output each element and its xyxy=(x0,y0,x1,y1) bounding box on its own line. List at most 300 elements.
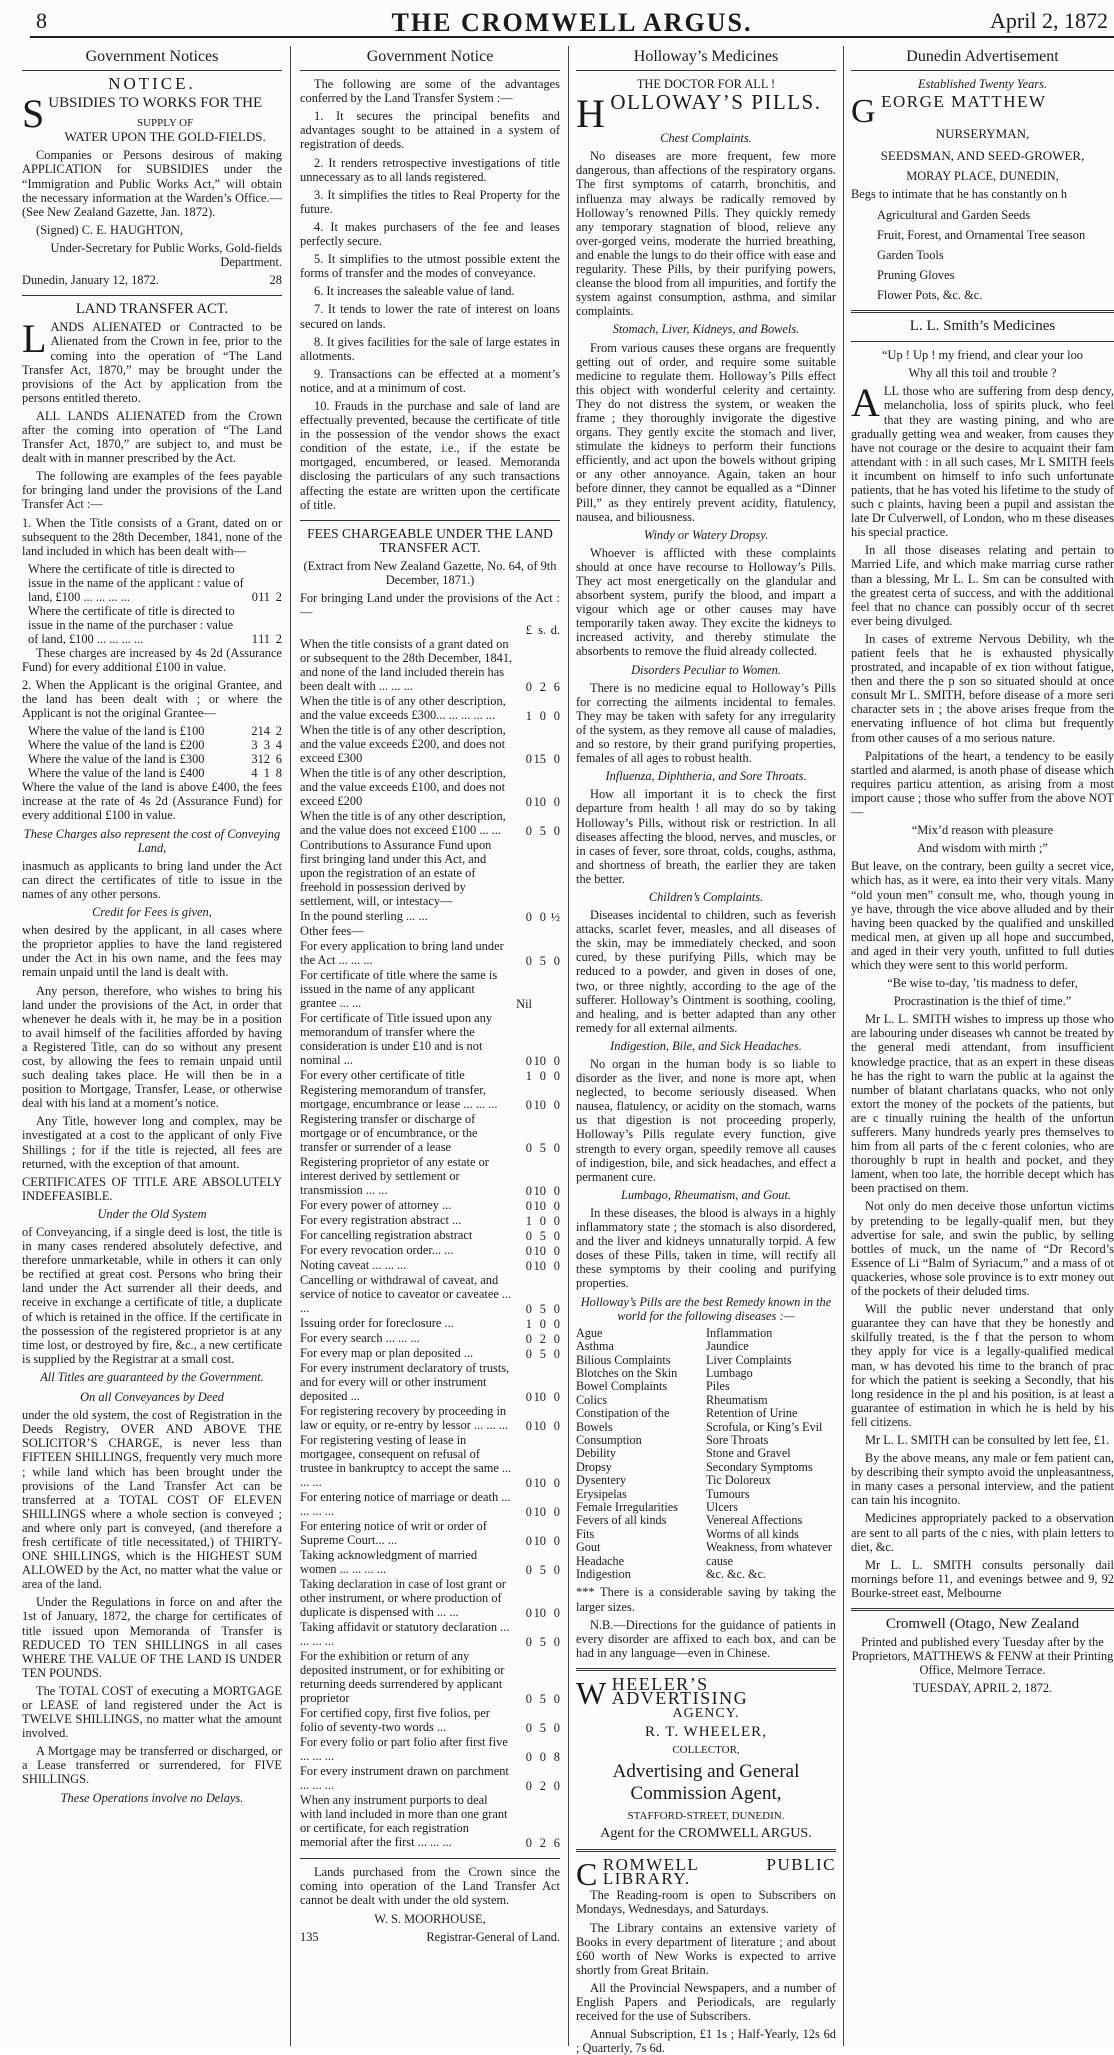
fee-pence: 0 xyxy=(553,1199,560,1214)
paragraph: The following are some of the advantages conferred by the Land Transfer System :— xyxy=(300,77,560,106)
fee-row xyxy=(300,1620,560,1649)
fee-pounds: 0 xyxy=(525,1259,532,1274)
fee-pounds: 3 xyxy=(251,752,258,767)
fee-row-label: Where the certificate of title is directed to issue in the name of the purchaser : value of land, £100 ... ... ... ... xyxy=(28,603,235,646)
fee-shillings: 10 xyxy=(533,1505,546,1520)
fee-row-label: Registering proprietor of any estate or interest derived by settlement or transmission ... ... xyxy=(300,1155,489,1198)
quote: “Up ! Up ! my friend, and clear your loo xyxy=(882,348,1083,363)
paragraph: The following are examples of the fees payable for bringing land under the provisions of the Land Transfer Act :— xyxy=(22,469,282,512)
holloway-sections xyxy=(576,131,836,1290)
masthead xyxy=(30,6,1114,38)
disease-item: Indigestion xyxy=(576,1567,631,1581)
fee-pounds: 2 xyxy=(251,724,258,739)
italic-heading: Credit for Fees is given, xyxy=(92,905,212,920)
disease-item: Headache xyxy=(576,1553,625,1568)
column-header: Holloway’s Medicines xyxy=(576,46,836,71)
disease-item: Colics xyxy=(576,1392,608,1407)
paragraph: Mr L. L. SMITH can be consulted by lett fee, £1. xyxy=(865,1432,1110,1447)
notice-number: 135 xyxy=(300,1929,319,1944)
fee-shillings: 10 xyxy=(533,1098,546,1113)
stock-list xyxy=(851,208,1114,302)
paragraph: LL those who are suffering from desp dency, melancholia, loss of spirits pluck, who feel that they are wasting pining, and who are gradually getting wea and weaker, from causes they have not courage or the desire to acquaint their fam attendant with : in all such cases, Mr L SMITH feels it incumbent on himself to info such unfortunate patients, that he has voted his lifetime to the study of such c plaints, having been a pupil and assistan the late Dr Culverwell, of London, who m these diseases his special practice. xyxy=(851,384,1114,540)
paragraph: These charges are increased by 4s 2d (Assurance Fund) for every additional £100 in value. xyxy=(22,645,282,674)
ad-title: OLLOWAY’S PILLS. xyxy=(610,90,822,115)
fee-pence: 0 xyxy=(553,752,560,767)
fee-row-label: Where the value of the land is £100 xyxy=(28,724,205,739)
paragraph: Mr L. L. SMITH wishes to impress up those who are labouring under diseases wh cannot be treated by the general medi attendant, from insufficient knowledge practice, that as an expert in these diseas he has the right to warn the public at la against the number of blatant charlatans quacks, who not only extort the money of the pockets of the patients, but are c tinually ruining the health of the unfortun sufferers. Many hundreds yearly pres themselves to him from all parts of the c ferent colonies, who are thoroughly b rupt in health and pocket, and they lament, when too late, the horrible decept which has been practised on them. xyxy=(851,1012,1114,1196)
italic-heading: All Titles are guaranteed by the Government. xyxy=(40,1369,264,1384)
fee-row-label: For every instrument declaratory of trusts, and for every will or other instrument deposited ... xyxy=(300,1361,510,1404)
fee-pence: 0 xyxy=(553,1476,560,1491)
ad-address: MORAY PLACE, DUNEDIN, xyxy=(906,169,1059,184)
divider xyxy=(300,520,560,521)
paragraph: But leave, on the contrary, been guilty a secret vice, which has, as it were, ea into their very vitals. Many “old youn men” consult me, who, though young in ye have, through the vice above alluded and by their having been quacked by the qualified and unskilled medical men, at given up all hope and succumbed, and aged in their very youth, unfitted to full duties which they were sent to this world perform. xyxy=(851,859,1114,972)
fee-row-label: When the title is of any other description, and the value exceeds £100, and does not exceed £200 xyxy=(300,766,506,809)
ad-role: NURSERYMAN, xyxy=(935,126,1030,142)
fee-shillings: 10 xyxy=(533,795,546,810)
fee-pounds: Nil xyxy=(516,997,532,1012)
fee-shillings: 11 xyxy=(258,631,270,646)
advantage-item: 1. It secures the principal benefits and advantages sought to be attained in a system of registration of deeds. xyxy=(300,109,560,152)
fee-shillings: 0 xyxy=(539,1214,546,1229)
column-rule xyxy=(843,46,844,2046)
section-heading: Indigestion, Bile, and Sick Headaches. xyxy=(610,1038,802,1053)
advantage-item: 10. Frauds in the purchase and sale of land are effectually prevented, because the certificate of title in the possession of the vendor shows the exact condition of the estate, i.e., if the estate be mortgaged, encumbered, or leased. Memoranda disclosing the particulars of any such transactions affecting the estate are written upon the certificate of title. xyxy=(300,398,560,512)
fee-row-label: For every map or plan deposited ... xyxy=(300,1346,474,1361)
fee-row xyxy=(22,766,282,780)
fee-pence: 0 xyxy=(553,1534,560,1549)
library-ad xyxy=(576,1855,836,2055)
fee-row xyxy=(300,1198,560,1213)
fee-row-label: For registering vesting of lease in mortgagee, consequent on refusal of trustee in bankruptcy to accept the same ... ... ... xyxy=(300,1433,512,1490)
fee-row xyxy=(300,766,560,809)
fee-pence: 0 xyxy=(553,795,560,810)
disease-item: Piles xyxy=(706,1379,730,1394)
disease-item: Constipation of the Bowels xyxy=(576,1406,670,1434)
fee-pounds: 0 xyxy=(525,1779,532,1794)
fee-row xyxy=(300,939,560,968)
fee-row-label: Where the value of the land is £300 xyxy=(28,752,205,767)
paragraph: Not only do men deceive those unfortun victims by pretending to be legally-qualif men, but they advertise for sale, and swin the public, by selling bottles of muck, un the name of “Dr Record’s Essence of Li “Balm of Syriacum,” and a mass of ot quackeries, whose sole province is to extr money out of the pockets of their deluded tims. xyxy=(851,1199,1114,1299)
divider xyxy=(851,341,1114,342)
fee-pounds: 0 xyxy=(525,1054,532,1069)
fee-shillings xyxy=(532,968,546,1011)
fee-row-label: For entering notice of marriage or death ... ... ... ... xyxy=(300,1490,511,1519)
fee-shillings: 2 xyxy=(539,1332,546,1347)
fee-pence xyxy=(546,968,560,1011)
notice-title: LAND TRANSFER ACT. xyxy=(75,301,229,318)
fee-pence: 6 xyxy=(275,752,282,767)
fee-shillings: 5 xyxy=(539,1721,546,1736)
disease-item: Gout xyxy=(576,1540,601,1555)
disease-item: Rheumatism xyxy=(706,1392,768,1407)
fee-example: 1. When the Title consists of a Grant, dated on or subsequent to the 28th December, 1841, none of the land included in which has been dealt with— xyxy=(22,515,282,558)
italic-heading: On all Conveyances by Deed xyxy=(80,1390,224,1405)
fee-row xyxy=(300,1316,560,1331)
ad-name: EORGE MATTHEW xyxy=(881,92,1047,112)
paragraph: Any person, therefore, who wishes to bring his land under the provisions of the Act, in order that whenever he deals with it, he may be in a position to avail himself of the facilities afforded by having a Registered Title, can do so without any present cost, by allowing the fees to remain unpaid until such dealing takes place. He will then be in a position to Mortgage, Transfer, Lease, or otherwise deal with his land at a moment’s notice. xyxy=(22,983,282,1111)
fee-row xyxy=(300,1735,560,1764)
fee-pence xyxy=(546,924,560,939)
fee-pence: 0 xyxy=(553,1229,560,1244)
fee-row-label: Noting caveat ... ... ... xyxy=(300,1258,407,1273)
ad-kicker: Established Twenty Years. xyxy=(917,77,1048,92)
disease-item: Stone and Gravel xyxy=(706,1446,791,1461)
fee-pounds xyxy=(516,838,532,909)
fee-shillings: 10 xyxy=(533,1199,546,1214)
column-government-notices xyxy=(22,46,282,2046)
fee-pence: 8 xyxy=(553,1750,560,1765)
imprint-date: TUESDAY, APRIL 2, 1872. xyxy=(912,1681,1053,1696)
column-holloways-medicines xyxy=(576,46,836,2055)
fee-row-label: For certificate of Title issued upon any memorandum of transfer where the consideration is under £10 and is not nominal ... xyxy=(300,1011,493,1068)
fee-row xyxy=(300,968,560,1011)
fee-row xyxy=(300,1649,560,1706)
fee-row-label: When the title is of any other description, and the value exceeds £200, and does not exceed £300 xyxy=(300,723,506,766)
fee-pence: 0 xyxy=(553,1692,560,1707)
disease-item: Dysentery xyxy=(576,1473,627,1488)
fee-row-label: For cancelling registration abstract xyxy=(300,1228,473,1243)
fee-row-label: For every search ... ... ... xyxy=(300,1331,420,1346)
fee-row-label: For entering notice of writ or order of Supreme Court... ... xyxy=(300,1519,487,1548)
fee-row xyxy=(300,1068,560,1083)
fee-row-label: For every power of attorney ... xyxy=(300,1198,452,1213)
diseases-table xyxy=(576,1327,836,1582)
fee-shillings: 0 xyxy=(539,709,546,724)
advantages-list xyxy=(300,109,560,511)
signature-title: Under-Secretary for Public Works, Gold-fields Department. xyxy=(50,240,282,270)
disease-item: Weakness, from whatever cause xyxy=(706,1540,832,1568)
fee-shillings: 0 xyxy=(539,1750,546,1765)
fee-pence: 0 xyxy=(553,1214,560,1229)
divider xyxy=(576,1849,836,1852)
fee-pence: 0 xyxy=(553,1505,560,1520)
fee-row xyxy=(300,1404,560,1433)
fee-row-label: Where the value of the land is £400 xyxy=(28,766,205,781)
fee-pence: 8 xyxy=(275,766,282,781)
paragraph: Annual Subscription, £1 1s ; Half-Yearly, 12s 6d ; Quarterly, 7s 6d. xyxy=(576,2027,836,2055)
col-pence: d. xyxy=(550,623,560,638)
fee-pence: 0 xyxy=(553,1390,560,1405)
fee-row-label: When the title consists of a grant dated on or subsequent to the 28th December, 1841, and none of the land included therein has been dealt with ... ... ... xyxy=(300,637,513,694)
fee-row xyxy=(300,1331,560,1346)
fee-row xyxy=(300,1346,560,1361)
section-heading: Stomach, Liver, Kidneys, and Bowels. xyxy=(612,322,800,337)
drop-cap: H xyxy=(576,91,607,137)
fee-shillings: 2 xyxy=(539,1836,546,1851)
column-header: Government Notices xyxy=(22,46,282,71)
note: *** There is a considerable saving by taking the larger sizes. xyxy=(576,1585,836,1614)
ad-title: ROMWELL PUBLIC LIBRARY. xyxy=(602,1855,836,1889)
fee-pence: 6 xyxy=(553,1836,560,1851)
paragraph: Mr L. L. SMITH consults personally dail mornings before 11, and evenings betwee and 9, 92 Bourke-street east, Melbourne xyxy=(851,1557,1114,1600)
fee-pounds: 4 xyxy=(251,766,258,781)
fee-shillings: 10 xyxy=(533,1259,546,1274)
paragraph: ALL LANDS ALIENATED from the Crown after the coming into operation of “The Land Transfer Act, 1870,” are subject to, and must be dealt with in manner prescribed by the Act. xyxy=(22,408,282,466)
fee-pounds: 3 xyxy=(251,738,258,753)
fee-row-label: For every instrument drawn on parchment ... ... ... xyxy=(300,1764,509,1793)
fee-pounds: 0 xyxy=(525,1750,532,1765)
fee-row xyxy=(300,1112,560,1155)
fee-pence: 0 xyxy=(553,1259,560,1274)
fees-table xyxy=(300,623,560,1850)
fee-pounds: 0 xyxy=(525,1476,532,1491)
fee-shillings: 5 xyxy=(539,1141,546,1156)
fee-row xyxy=(300,838,560,909)
fee-pence: 0 xyxy=(553,1721,560,1736)
fee-row-label: Other fees— xyxy=(300,924,364,939)
fee-row-label: Contributions to Assurance Fund upon first bringing land under this Act, and upon the registration of an estate of freehold in possession derived by settlement, will, or intestacy— xyxy=(300,838,492,909)
paragraph: Begs to intimate that he has constantly on h xyxy=(851,187,1068,202)
disease-item: Ague xyxy=(576,1325,603,1340)
fee-shillings: 2 xyxy=(539,680,546,695)
notice-subtitle: WATER UPON THE GOLD-FIELDS. xyxy=(64,129,266,145)
section-heading: Chest Complaints. xyxy=(660,131,752,146)
fee-row-label: Where the certificate of title is directed to issue in the name of the applicant : value of land, £100 ... ... ... ... xyxy=(28,561,244,604)
disease-item: Consumption xyxy=(576,1432,642,1447)
disease-item: Sore Throats xyxy=(706,1432,769,1447)
fee-row xyxy=(300,1213,560,1228)
divider xyxy=(851,1608,1114,1611)
fee-table xyxy=(22,724,282,780)
fee-shillings: 5 xyxy=(539,1692,546,1707)
fee-pence: 0 xyxy=(553,824,560,839)
paragraph: The Reading-room is open to Subscribers on Mondays, Wednesdays, and Saturdays. xyxy=(576,1888,836,1917)
fee-pounds: 0 xyxy=(525,1692,532,1707)
paragraph: Will the public never understand that only guarantee they can have that they be honestly and skilfully treated, is the f that the person to whom they apply for vice is a legally-qualified medical man, w has devoted his time to the branch of prac for which the patient is seeking a Secondly, that his long residence in the pl and his position, is at least a guarantee of estimation in which he is held by his fell citizens. xyxy=(851,1302,1114,1429)
paragraph: In all those diseases relating and pertain to Married Life, and which make marriag curse rather than a blessing, Mr L. L. Sm can be consulted with the greatest certa of success, and with the additional feel that no chance can possibly occur of th secret ever being divulged. xyxy=(851,543,1114,628)
section-heading: Children’s Complaints. xyxy=(648,889,764,904)
disease-item: Liver Complaints xyxy=(706,1352,792,1367)
fee-pounds: 0 xyxy=(525,1563,532,1578)
fee-row-label: Registering memorandum of transfer, mortgage, encumbrance or lease ... ... ... xyxy=(300,1083,498,1112)
divider xyxy=(851,310,1114,313)
fee-shillings: 2 xyxy=(539,1779,546,1794)
paragraph: Medicines appropriately packed to a observation are sent to all parts of the c nies, with plain letters to diet, &c. xyxy=(851,1511,1114,1554)
fee-pounds: 0 xyxy=(525,1347,532,1362)
ad-role: SEEDSMAN, AND SEED-GROWER, xyxy=(880,148,1085,164)
fee-row xyxy=(300,637,560,694)
fee-shillings: 10 xyxy=(533,1476,546,1491)
fee-row xyxy=(300,1228,560,1243)
drop-cap: W xyxy=(576,1674,608,1711)
signature-title: Registrar-General of Land. xyxy=(426,1929,560,1944)
fee-row-label: Registering transfer or discharge of mortgage or of encumbrance, or the transfer or surrender of a lease xyxy=(300,1112,478,1155)
fee-pounds: 0 xyxy=(525,752,532,767)
fee-pence: 0 xyxy=(553,1332,560,1347)
disease-item: Worms of all kinds xyxy=(706,1526,799,1541)
drop-cap: G xyxy=(851,93,878,131)
fee-row xyxy=(300,1258,560,1273)
fee-row-label: Where the value of the land is £200 xyxy=(28,738,205,753)
advantage-item: 4. It makes purchasers of the fee and leases perfectly secure. xyxy=(300,219,560,249)
disease-item: &c. &c. &c. xyxy=(706,1567,766,1581)
fee-row-label: Taking affidavit or statutory declaration ... ... ... ... xyxy=(300,1620,510,1649)
fee-pence: 0 xyxy=(553,1302,560,1317)
fee-pounds: 0 xyxy=(525,1098,532,1113)
fee-row-label: In the pound sterling ... ... xyxy=(300,909,428,924)
issue-date: April 2, 1872 xyxy=(990,8,1108,33)
paragraph: of Conveyancing, if a single deed is lost, the title is in many cases rendered absolutely defective, and therefore unmarketable, while in others it can only be rectified at great cost. Persons who bring their land under the Act surrender all their deeds, and receive in exchange a certificate of title, a duplicate of which is retained in the office. If the certificate in the possession of the registered proprietor is at any time lost, or destroyed by fire, &c., a new certificate is supplied by the Registrar at a small cost. xyxy=(22,1225,282,1366)
fee-shillings: 5 xyxy=(539,1302,546,1317)
fee-pounds: 0 xyxy=(525,680,532,695)
section-body: No diseases are more frequent, few more dangerous, than affections of the respiratory organs. The first symptoms of catarrh, bronchitis, and influenza may always be radically removed by Holloway’s renowned Pills. They quickly remedy any temporary stagnation of blood, relieve any over-gorged veins, moderate the hurried breathing, and enable the lungs to do their office with ease and regularity. These Pills, by their purifying powers, cleanse the blood from all impurities, and fortify the system against consumption, asthma, and similar complaints. xyxy=(576,149,836,319)
advantage-item: 2. It renders retrospective investigations of title unnecessary as to all lands registered. xyxy=(300,155,560,184)
disease-item: Asthma xyxy=(576,1339,614,1354)
section-body: No organ in the human body is so liable to disorder as the liver, and none is more apt, when neglected, to become seriously diseased. When nausea, flatulency, or acidity on the stomach, warns us that digestion is not proceeding properly, Holloway’s Pills regulate every function, give strength to every organ, speedily remove all causes of indigestion, bile, and sick headaches, and effect a permanent cure. xyxy=(576,1057,836,1184)
subsidies-notice xyxy=(22,91,282,288)
fee-pence: 0 xyxy=(553,1779,560,1794)
fee-row xyxy=(300,1519,560,1548)
ad-address: STAFFORD-STREET, DUNEDIN. xyxy=(627,1810,785,1823)
section-heading: Windy or Watery Dropsy. xyxy=(643,527,769,542)
fee-shillings: 5 xyxy=(539,1229,546,1244)
disease-item: Lumbago xyxy=(706,1365,753,1380)
smith-ad xyxy=(851,319,1114,1600)
divider xyxy=(300,1858,560,1859)
column-government-notice xyxy=(300,46,560,2046)
fee-pounds: 0 xyxy=(525,1836,532,1851)
paragraph: ANDS ALIENATED or Contracted to be Alienated from the Crown in fee, prior to the coming into the operation of “The Land Transfer Act, 1870,” may be brought under the provisions of the Act by application from the persons entitled thereto. xyxy=(22,320,282,405)
disease-item: Blotches on the Skin xyxy=(576,1365,678,1380)
disease-item: Ulcers xyxy=(706,1499,738,1514)
fee-shillings: 12 xyxy=(257,752,270,767)
fee-row xyxy=(300,1577,560,1620)
ad-agent: Agent for the CROMWELL ARGUS. xyxy=(600,1826,812,1842)
advantage-item: 6. It increases the saleable value of land. xyxy=(314,284,515,299)
disease-item: Retention of Urine xyxy=(706,1406,798,1421)
fee-pounds: 0 xyxy=(525,954,532,969)
fee-pence: 0 xyxy=(553,1347,560,1362)
disease-item: Female Irregularities xyxy=(576,1499,678,1514)
fee-row-label: When any instrument purports to deal with land included in more than one grant or certificate, for each registration memorial after the first ... ... ... xyxy=(300,1793,508,1850)
column-rule xyxy=(568,46,569,2046)
note: N.B.—Directions for the guidance of patients in every disorder are affixed to each box, and can be had in any language—even in Chinese. xyxy=(576,1617,836,1660)
page-number: 8 xyxy=(36,8,47,33)
disease-item: Erysipelas xyxy=(576,1486,627,1501)
italic-heading: Under the Old System xyxy=(97,1206,207,1221)
fee-shillings: 10 xyxy=(533,1606,546,1621)
fee-shillings xyxy=(532,838,546,909)
divider xyxy=(576,1668,836,1671)
fee-shillings: 0 xyxy=(539,1069,546,1084)
fee-pence: 0 xyxy=(553,1141,560,1156)
wheeler-ad xyxy=(576,1673,836,1842)
divider xyxy=(22,295,282,296)
column-header: Government Notice xyxy=(300,46,560,71)
fee-row xyxy=(300,1155,560,1198)
fee-pence: 0 xyxy=(553,1184,560,1199)
fee-row xyxy=(300,1361,560,1404)
fee-shillings: 10 xyxy=(533,1244,546,1259)
fee-pounds: 0 xyxy=(525,1505,532,1520)
fee-row-label: For every registration abstract ... xyxy=(300,1213,462,1228)
fee-shillings: 14 xyxy=(257,724,270,739)
disease-item: Venereal Affections xyxy=(706,1513,803,1528)
fee-row xyxy=(300,1548,560,1577)
advantage-item: 9. Transactions can be effected at a moment’s notice, and at a minimum of cost. xyxy=(300,366,560,395)
fee-pence: 0 xyxy=(553,1054,560,1069)
land-transfer-notice xyxy=(22,302,282,1804)
fee-row xyxy=(300,1433,560,1490)
fee-row-label: When the title is of any other description, and the value does not exceed £100 ... ... xyxy=(300,809,506,838)
fee-pence: 4 xyxy=(275,738,282,753)
fee-pounds: 0 xyxy=(525,1184,532,1199)
paragraph: Lands purchased from the Crown since the coming into operation of the Land Transfer Act cannot be dealt with under the old system. xyxy=(300,1865,560,1908)
paragraph: Palpitations of the heart, a tendency to be easily startled and alarmed, is anoth phase of disease which requires particu attention, as arising from a most import cause ; those who suffer from the above NOT— xyxy=(851,748,1114,820)
fee-shillings: 10 xyxy=(533,1390,546,1405)
disease-item: Dropsy xyxy=(576,1459,612,1474)
fee-row xyxy=(300,924,560,939)
fee-row xyxy=(300,1764,560,1793)
signature: (Signed) C. E. HAUGHTON, xyxy=(36,222,184,237)
fee-pence: 0 xyxy=(553,1635,560,1650)
fee-shillings: 10 xyxy=(533,1054,546,1069)
fee-pence: 0 xyxy=(553,1069,560,1084)
fee-pounds: 0 xyxy=(525,795,532,810)
disease-item: Debility xyxy=(576,1446,616,1461)
section-body: Whoever is afflicted with these complaints should at once have recourse to Holloway’s Pills. They act most energetically on the glandular and absorbent system, purify the blood, and impart a vigour which age or other causes may have temporarily taken away. They excite the kidneys to increased activity, and thereby stimulate the absorbents to remove the fluid already collected. xyxy=(576,545,836,659)
fee-row xyxy=(300,1083,560,1112)
col-shillings: s. xyxy=(538,623,546,638)
paragraph: Any Title, however long and complex, may be investigated at a cost to the applicant of only Five Shillings ; for if the title is rejected, all fees are returned, with the exception of that amount. xyxy=(22,1114,282,1171)
fee-pence: 0 xyxy=(553,709,560,724)
section-body: There is no medicine equal to Holloway’s Pills for correcting the ailments incidental to females. They may be taken with safety for any irregularity of the system, as they remove all cause of maladies, and so restore, by their grand purifying properties, females of all ages to robust health. xyxy=(576,680,836,766)
paragraph: In cases of extreme Nervous Debility, wh the patient feels that he is exhausted physically prostrated, and incapable of ex tion without fatigue, then and there the p son so situated should at once consult Mr L. SMITH, before disease of a more seri character sets in ; the above arises freque from the enervating influence of hot clima but frequently from other causes of a mo serious nature. xyxy=(851,631,1114,745)
stock-item: Flower Pots, &c. &c. xyxy=(877,287,983,302)
fee-row xyxy=(300,1706,560,1735)
fee-pounds: 1 xyxy=(525,1317,532,1332)
fee-pounds: 1 xyxy=(251,631,258,646)
fee-pence: 0 xyxy=(553,1606,560,1621)
kicker: THE DOCTOR FOR ALL ! xyxy=(636,77,776,92)
ad-name: R. T. WHEELER, xyxy=(645,1723,767,1740)
col-pounds: £ xyxy=(525,623,532,638)
quote: And wisdom with mirth ;” xyxy=(917,841,1048,856)
fee-row xyxy=(300,909,560,924)
fee-row xyxy=(300,1273,560,1316)
paragraph: under the old system, the cost of Registration in the Deeds Registry, OVER AND ABOVE THE SOLICITOR’S CHARGE, is never less than FIFTEEN SHILLINGS, frequently very much more ; while land which has been brought under the provisions of the Land Transfer Act can be transferred at a TOTAL COST OF ELEVEN SHILLINGS where a whole section is conveyed ; and where only part is conveyed, (and therefore a fresh certificate of title necessitated,) of THIRTY-ONE SHILLINGS, which is the HIGHEST SUM ALLOWED by the Act, no matter what the value or area of the land. xyxy=(22,1408,282,1592)
drop-cap: L xyxy=(22,316,47,362)
advantage-item: 3. It simplifies the titles to Real Property for the future. xyxy=(300,187,560,216)
column-rule xyxy=(290,46,291,2046)
fee-pounds: 0 xyxy=(525,1141,532,1156)
fee-shillings: 15 xyxy=(533,752,546,767)
fee-pounds: 0 xyxy=(525,1721,532,1736)
fee-pounds xyxy=(516,924,532,939)
advantage-item: 5. It simplifies to the utmost possible extent the forms of transfer and the modes of conveyance. xyxy=(300,252,560,281)
fee-shillings: 3 xyxy=(263,738,270,753)
fee-shillings: 5 xyxy=(539,954,546,969)
ad-role: COLLECTOR, xyxy=(672,1744,740,1757)
notice-subtitle: SUPPLY OF xyxy=(136,117,194,130)
fee-pounds: 0 xyxy=(525,1390,532,1405)
fee-row-label: For the exhibition or return of any deposited instrument, or for exhibiting or returning deeds surrendered by applicant proprietor xyxy=(300,1649,505,1706)
fee-pence: 2 xyxy=(275,631,282,646)
stock-item: Pruning Gloves xyxy=(877,267,955,282)
fee-pence: 0 xyxy=(553,1244,560,1259)
fee-pounds: 0 xyxy=(525,1419,532,1434)
quote: “Be wise to-day, ’tis madness to defer, xyxy=(887,976,1078,991)
fee-pounds: 0 xyxy=(525,1302,532,1317)
section-body: How all important it is to check the first departure from health ! all may do so by taking Holloway’s Pills, without risk or restriction. In all diseases affecting the blood, nerves, and muscles, or in cases of fever, sore throat, colds, coughs, asthma, and shortness of breath, the earlier they are taken the better. xyxy=(576,787,836,886)
notice-title: UBSIDIES TO WORKS FOR THE xyxy=(48,95,263,112)
column-dunedin-advertisement xyxy=(851,46,1114,2046)
section-heading: Lumbago, Rheumatism, and Gout. xyxy=(620,1187,792,1202)
fee-pence xyxy=(546,838,560,909)
fee-pounds: 1 xyxy=(525,1214,532,1229)
fee-pounds: 0 xyxy=(525,1244,532,1259)
